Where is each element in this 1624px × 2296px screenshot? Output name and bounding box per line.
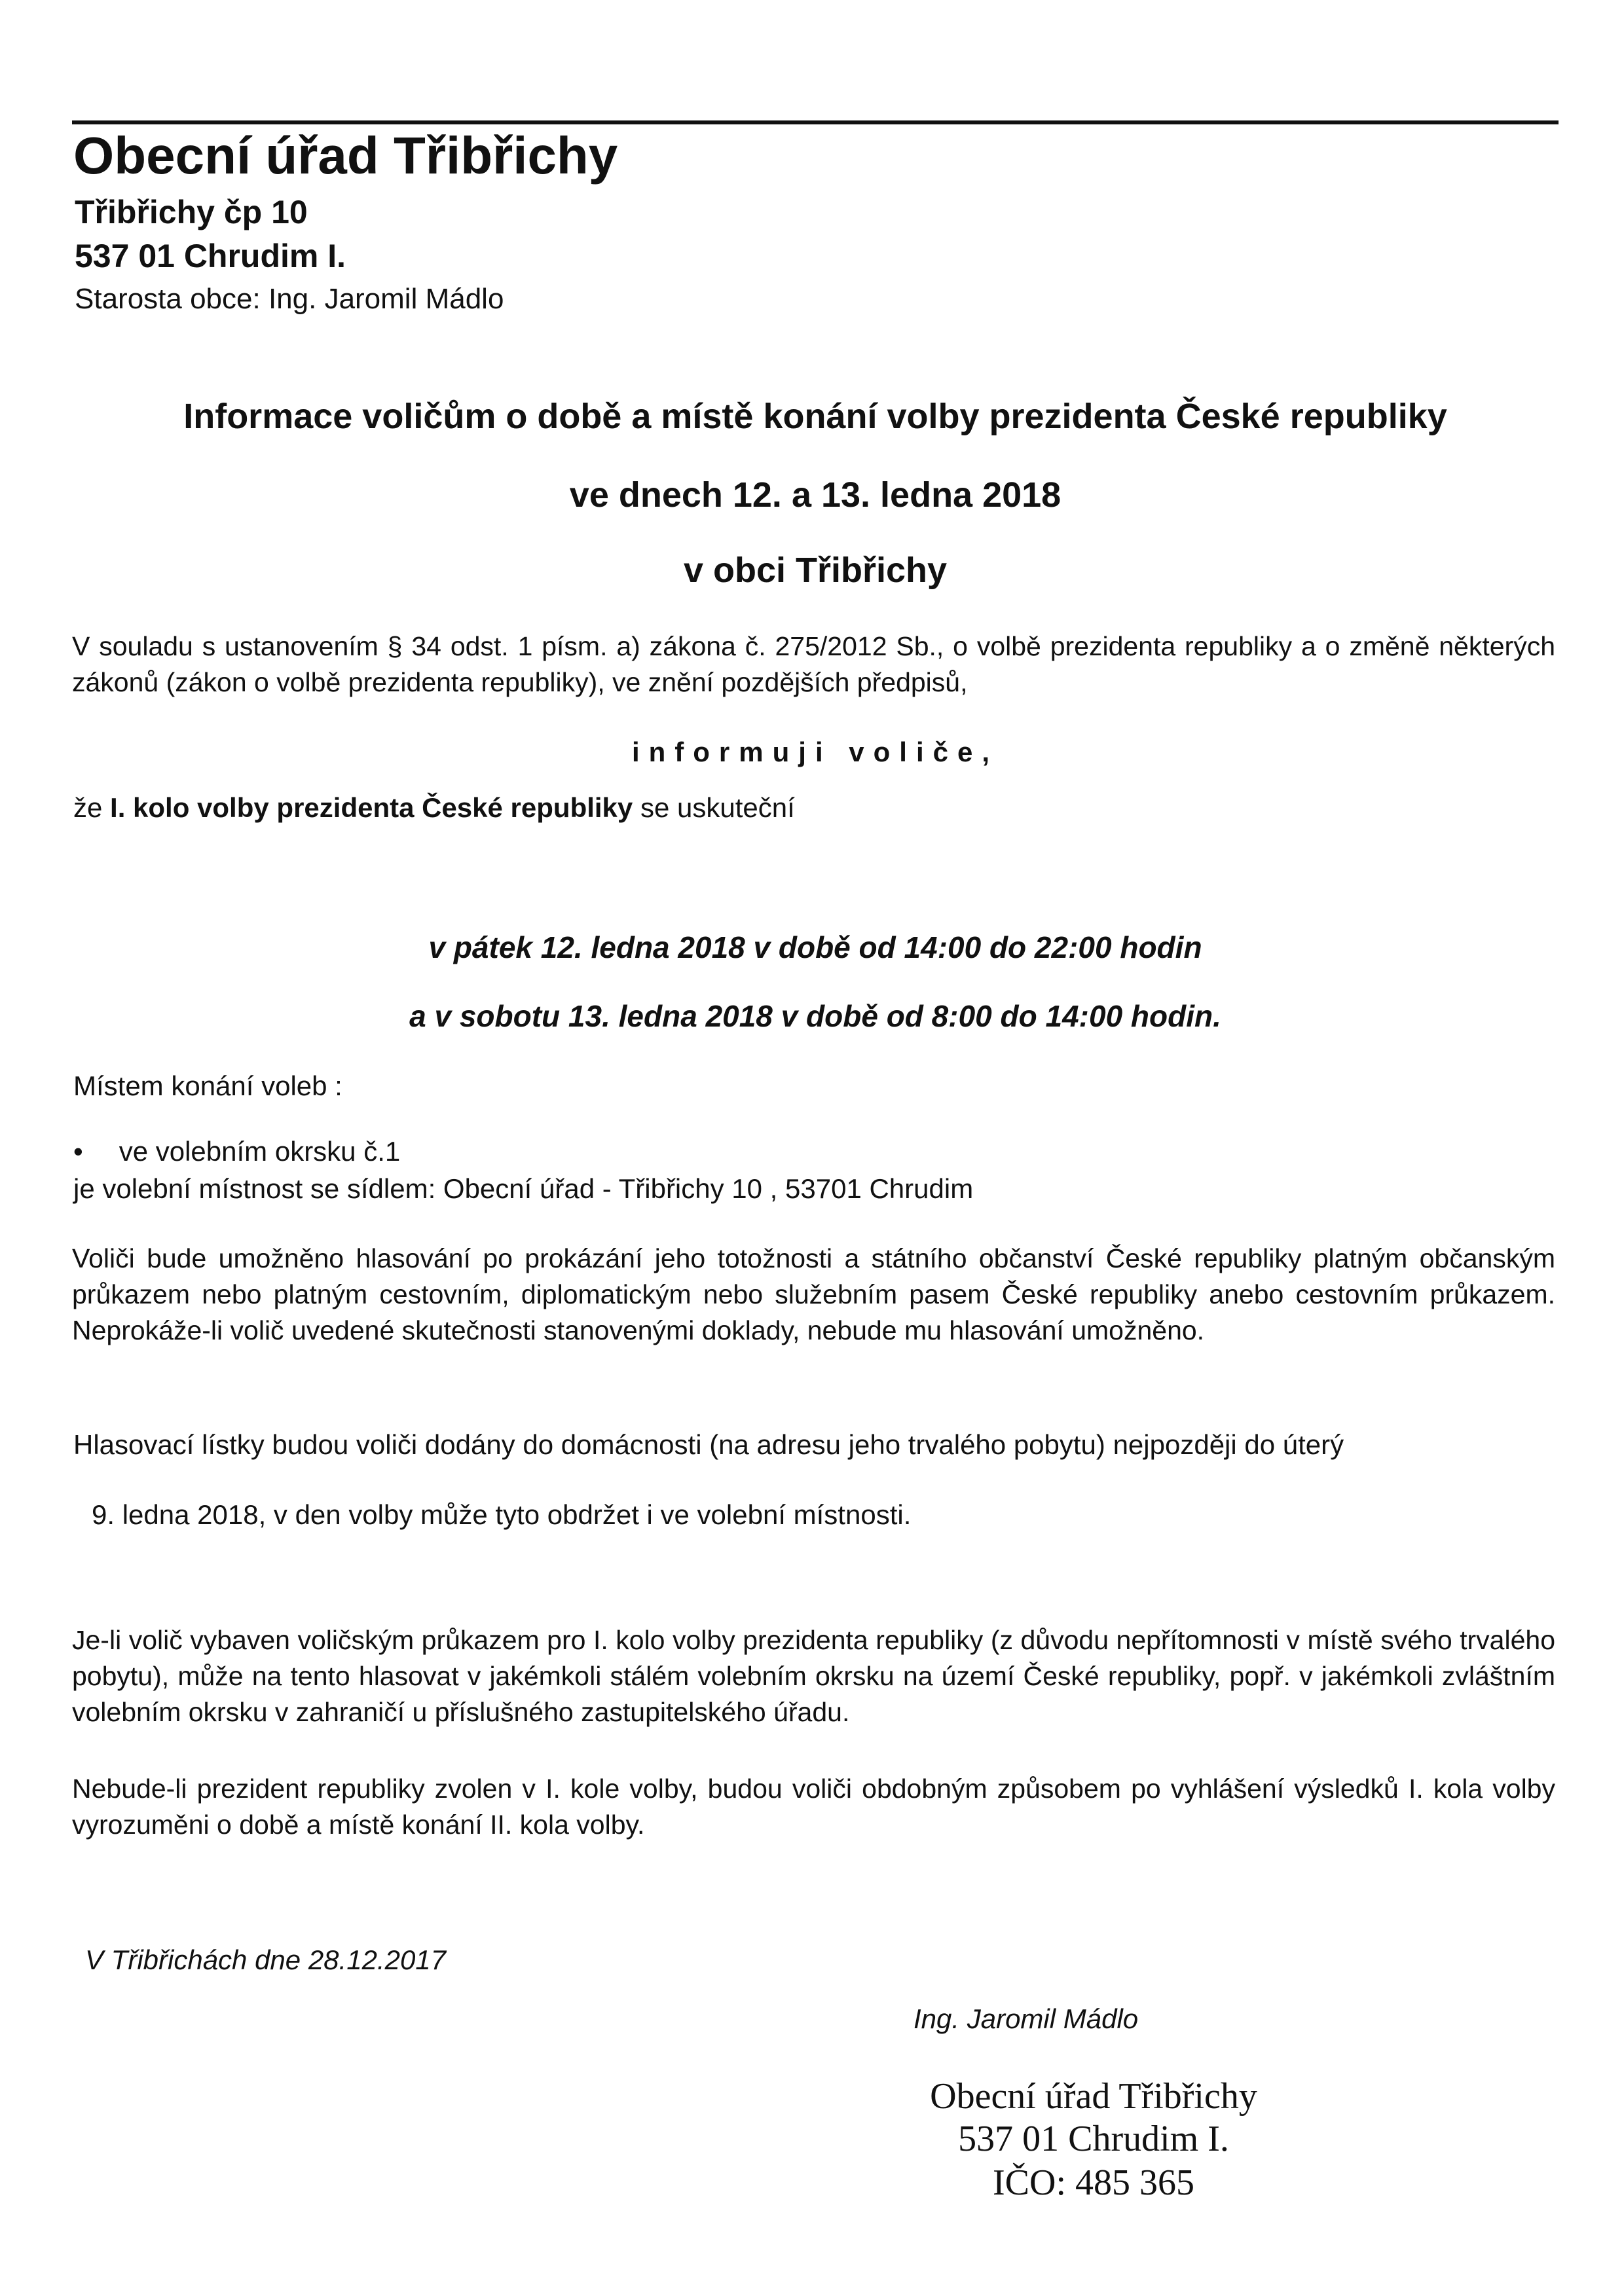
stamp-line1: Obecní úřad Třibřichy bbox=[930, 2076, 1257, 2117]
informuji-line: informuji voliče, bbox=[631, 737, 999, 767]
intro-paragraph bbox=[72, 629, 1555, 701]
election-date-saturday: a v sobotu 13. ledna 2018 v době od 8:00 do 14:00 hodin. bbox=[409, 999, 1221, 1033]
second-round-paragraph bbox=[72, 1771, 1555, 1843]
document-subtitle-dates: ve dnech 12. a 13. ledna 2018 bbox=[569, 475, 1061, 515]
stamp-line2: 537 01 Chrudim I. bbox=[958, 2119, 1229, 2159]
ballots-line2: 9. ledna 2018, v den volby může tyto obdržet i ve volební místnosti. bbox=[92, 1499, 912, 1530]
second-round-text: Nebude-li prezident republiky zvolen v I. kole volby, budou voliči obdobným způsobem po vyhlášení výsledků I. kola volby vyrozuměni o době a místě konání II. kola volby. bbox=[72, 1774, 1555, 1840]
mayor-line: Starosta obce: Ing. Jaromil Mádlo bbox=[75, 283, 504, 315]
signatory-name: Ing. Jaromil Mádlo bbox=[913, 2003, 1139, 2034]
round-announcement bbox=[73, 792, 795, 824]
document-title: Informace voličům o době a místě konání volby prezidenta České republiky bbox=[183, 397, 1447, 436]
date-place: V Třibřichách dne 28.12.2017 bbox=[85, 1944, 447, 1975]
intro-text: V souladu s ustanovením § 34 odst. 1 písm. a) zákona č. 275/2012 Sb., o volbě prezidenta republiky a o změně některých zákonů (zákon o volbě prezidenta republiky), ve znění pozdějších předpisů, bbox=[72, 631, 1555, 697]
voter-card-paragraph bbox=[72, 1622, 1555, 1730]
election-date-friday: v pátek 12. ledna 2018 v době od 14:00 do 22:00 hodin bbox=[428, 930, 1202, 964]
ballots-line1: Hlasovací lístky budou voliči dodány do domácnosti (na adresu jeho trvalého pobytu) nejpozději do úterý bbox=[73, 1429, 1344, 1460]
header-rule bbox=[72, 120, 1559, 124]
place-label: Místem konání voleb : bbox=[73, 1070, 342, 1101]
office-address-line1: Třibřichy čp 10 bbox=[75, 194, 308, 230]
round-prefix: že bbox=[73, 792, 111, 823]
identity-text: Voliči bude umožněno hlasování po prokázání jeho totožnosti a státního občanství České republiky platným občanským průkazem nebo platným cestovním, diplomatickým nebo služebním pasem České republiky anebo cestovním průkazem. Neprokáže-li volič uvedené skutečnosti stanovenými doklady, nebude mu hlasování umožněno. bbox=[72, 1243, 1555, 1345]
document-subtitle-place: v obci Třibřichy bbox=[683, 551, 948, 590]
voter-card-text: Je-li volič vybaven voličským průkazem pro I. kolo volby prezidenta republiky (z důvodu nepřítomnosti v místě svého trvalého pobytu), může na tento hlasovat v jakémkoli stálém volebním okrsku na území České republiky, popř. v jakémkoli zvláštním volebním okrsku v zahraničí u příslušného zastupitelského úřadu. bbox=[72, 1625, 1555, 1727]
stamp-line3: IČO: 485 365 bbox=[993, 2162, 1194, 2203]
office-address-line2: 537 01 Chrudim I. bbox=[75, 238, 346, 274]
identity-paragraph bbox=[72, 1241, 1555, 1349]
bullet-icon: • bbox=[73, 1136, 83, 1167]
district-item bbox=[73, 1136, 400, 1167]
district-text: ve volebním okrsku č.1 bbox=[119, 1136, 401, 1167]
office-name: Obecní úřad Třibřichy bbox=[73, 126, 618, 185]
district-location: je volební místnost se sídlem: Obecní úřad - Třibřichy 10 , 53701 Chrudim bbox=[73, 1173, 974, 1204]
round-suffix: se uskuteční bbox=[633, 792, 795, 823]
round-name: I. kolo volby prezidenta České republiky bbox=[110, 792, 633, 823]
